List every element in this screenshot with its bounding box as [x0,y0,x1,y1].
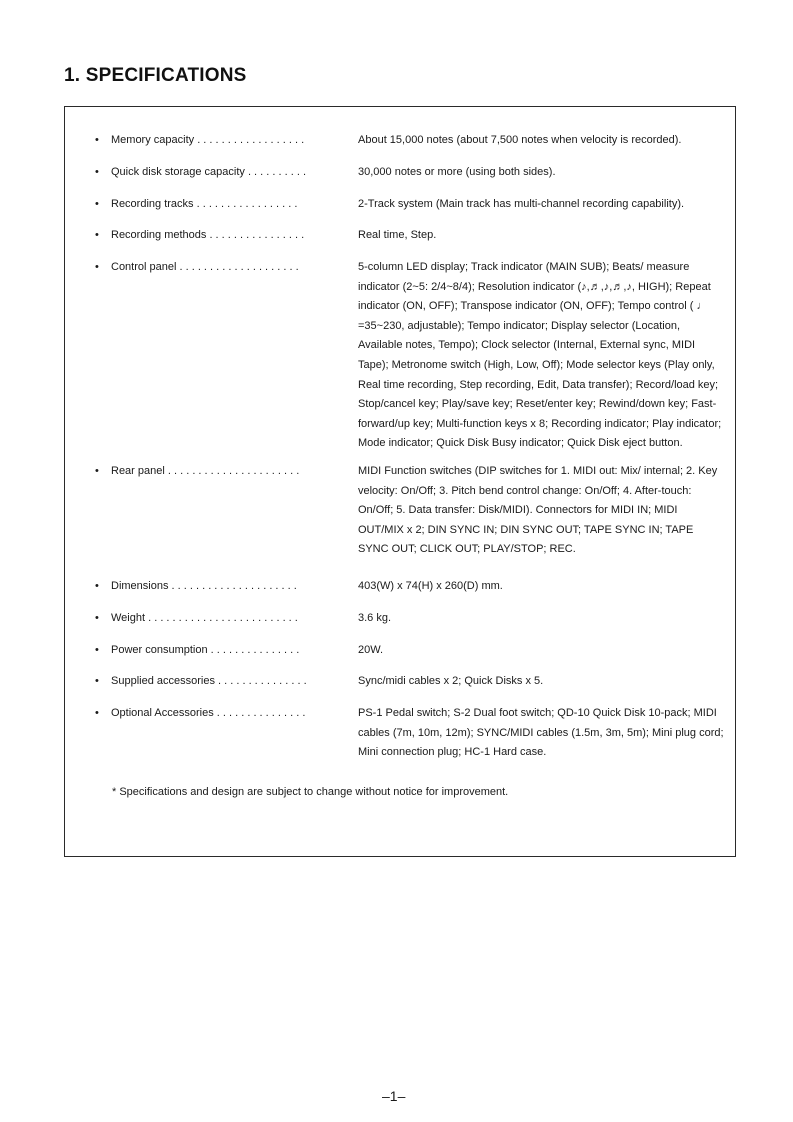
footnote: * Specifications and design are subject to change without notice for improvement. [112,786,509,798]
spec-value: PS-1 Pedal switch; S-2 Dual foot switch; QD-10 Quick Disk 10-pack; MIDI cables (7m, 10m, 12m); SYNC/MIDI cables (1.5m, 3m, 5m); Mini plug cord; Mini connection plug; HC-1 Hard case. [358,707,724,759]
spec-label: Power consumption . . . . . . . . . . . . . . . [111,644,300,656]
page-number: –1– [382,1088,406,1104]
page-title: 1. SPECIFICATIONS [64,65,247,86]
bullet: • [95,198,99,210]
spec-label: Quick disk storage capacity . . . . . . . . . . [111,166,307,178]
bullet: • [95,707,99,719]
bullet: • [95,166,99,178]
spec-value: About 15,000 notes (about 7,500 notes when velocity is recorded). [358,134,682,146]
spec-value: 20W. [358,644,384,656]
bullet: • [95,261,99,273]
spec-label: Optional Accessories . . . . . . . . . . . . . . . [111,707,306,719]
spec-value: Sync/midi cables x 2; Quick Disks x 5. [358,675,544,687]
spec-label: Rear panel . . . . . . . . . . . . . . . . . . . . . . [111,465,300,477]
bullet: • [95,675,99,687]
spec-value: 5-column LED display; Track indicator (MAIN SUB); Beats/ measure indicator (2~5: 2/4~8/4); Resolution indicator (♪,♬,♪,♬,♪, HIGH); Repeat indicator (ON, OFF); Transpose indicator (ON, OFF); Tempo control ( ♩ =35~230, adjustable); Tempo indicator; Display selector (Location, Available notes, Tempo); Clock selector (Internal, External sync, MIDI Tape); Metronome switch (High, Low, Off); Mode selector keys (Play only, Real time recording, Step recording, Edit, Data transfer); Record/load key; Stop/cancel key; Play/save key; Reset/enter key; Rewind/down key; Fast-forward/up key; Multi-function keys x 8; Recording indicator; Play indicator; Mode indicator; Quick Disk Busy indicator; Quick Disk eject button. [358,261,722,450]
bullet: • [95,612,99,624]
specifications-box [64,106,736,857]
spec-label: Dimensions . . . . . . . . . . . . . . . . . . . . . [111,580,297,592]
bullet: • [95,465,99,477]
spec-value: 2-Track system (Main track has multi-channel recording capability). [358,198,685,210]
spec-label: Supplied accessories . . . . . . . . . . . . . . . [111,675,307,687]
spec-value: MIDI Function switches (DIP switches for 1. MIDI out: Mix/ internal; 2. Key velocity: On/Off; 3. Pitch bend control change: On/Off; 4. After-touch: On/Off; 5. Data transfer: Disk/MIDI). Connectors for MIDI IN; MIDI OUT/MIX x 2; DIN SYNC IN; DIN SYNC OUT; TAPE SYNC IN; TAPE SYNC OUT; CLICK OUT; PLAY/STOP; REC. [358,465,718,556]
spec-value: 30,000 notes or more (using both sides). [358,166,556,178]
bullet: • [95,229,99,241]
bullet: • [95,580,99,592]
bullet: • [95,644,99,656]
spec-label: Memory capacity . . . . . . . . . . . . . . . . . . [111,134,305,146]
spec-value: 403(W) x 74(H) x 260(D) mm. [358,580,503,592]
bullet: • [95,134,99,146]
spec-value: 3.6 kg. [358,612,392,624]
spec-value: Real time, Step. [358,229,437,241]
spec-label: Control panel . . . . . . . . . . . . . . . . . . . . [111,261,299,273]
spec-label: Weight . . . . . . . . . . . . . . . . . . . . . . . . . [111,612,298,624]
spec-label: Recording tracks . . . . . . . . . . . . . . . . . [111,198,298,210]
spec-label: Recording methods . . . . . . . . . . . . . . . . [111,229,305,241]
